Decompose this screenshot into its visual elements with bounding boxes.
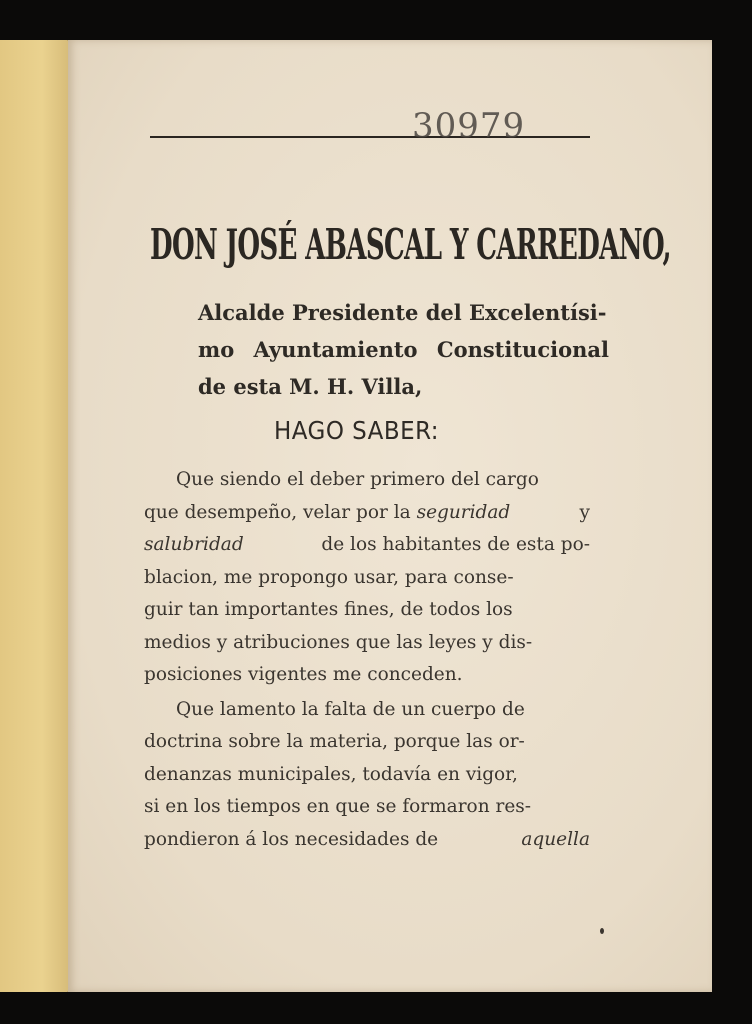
emphasis-text: salubridad xyxy=(144,534,244,555)
line-text: blacion, me propongo usar, para conse- xyxy=(144,566,514,588)
text-line xyxy=(144,627,590,660)
document-page xyxy=(68,40,712,992)
line-text: denanzas municipales, todavía en vigor, xyxy=(144,763,518,785)
line-text-part: pondieron á los necesidades de xyxy=(144,828,439,850)
archive-number: 30979 xyxy=(412,106,526,146)
body-text xyxy=(144,464,590,856)
line-text: medios y atribuciones que las leyes y dis- xyxy=(144,631,533,653)
booklet-cover-edge xyxy=(0,40,70,992)
line-text-part: que desempeño, velar por la xyxy=(144,501,411,523)
subtitle-line: mo Ayuntamiento Constitucional xyxy=(198,337,609,362)
subtitle-line: Alcalde Presidente del Excelentísi- xyxy=(198,300,607,325)
line-text: Que siendo el deber primero del cargo xyxy=(176,469,539,490)
emphasis-text: seguridad xyxy=(416,501,511,523)
line-text: posiciones vigentes me conceden. xyxy=(144,664,463,685)
line-text: si en los tiempos en que se formaron res- xyxy=(144,796,532,817)
line-text xyxy=(144,497,510,530)
text-line xyxy=(144,694,590,727)
subtitle-line: de esta M. H. Villa, xyxy=(198,374,423,399)
text-line xyxy=(144,529,590,562)
text-line xyxy=(144,562,590,595)
section-heading: HAGO SABER: xyxy=(274,416,440,445)
line-text: Que lamento la falta de un cuerpo de xyxy=(176,698,525,720)
document-title: DON JOSÉ ABASCAL Y CARREDANO, xyxy=(150,220,671,269)
text-line xyxy=(144,594,590,627)
title-subtitle xyxy=(198,294,609,405)
line-text-part: y xyxy=(579,501,590,523)
line-text: doctrina sobre la materia, porque las or- xyxy=(144,731,525,752)
text-line xyxy=(144,464,590,497)
text-line xyxy=(144,726,590,759)
line-text: guir tan importantes fines, de todos los xyxy=(144,599,513,620)
text-line xyxy=(144,659,590,692)
emphasis-text: aquella xyxy=(521,828,590,850)
text-line xyxy=(144,759,590,792)
text-line xyxy=(144,497,590,530)
text-line xyxy=(144,824,590,857)
text-line xyxy=(144,791,590,824)
line-text-part: de los habitantes de esta po- xyxy=(321,534,590,555)
ink-speck xyxy=(600,928,604,934)
